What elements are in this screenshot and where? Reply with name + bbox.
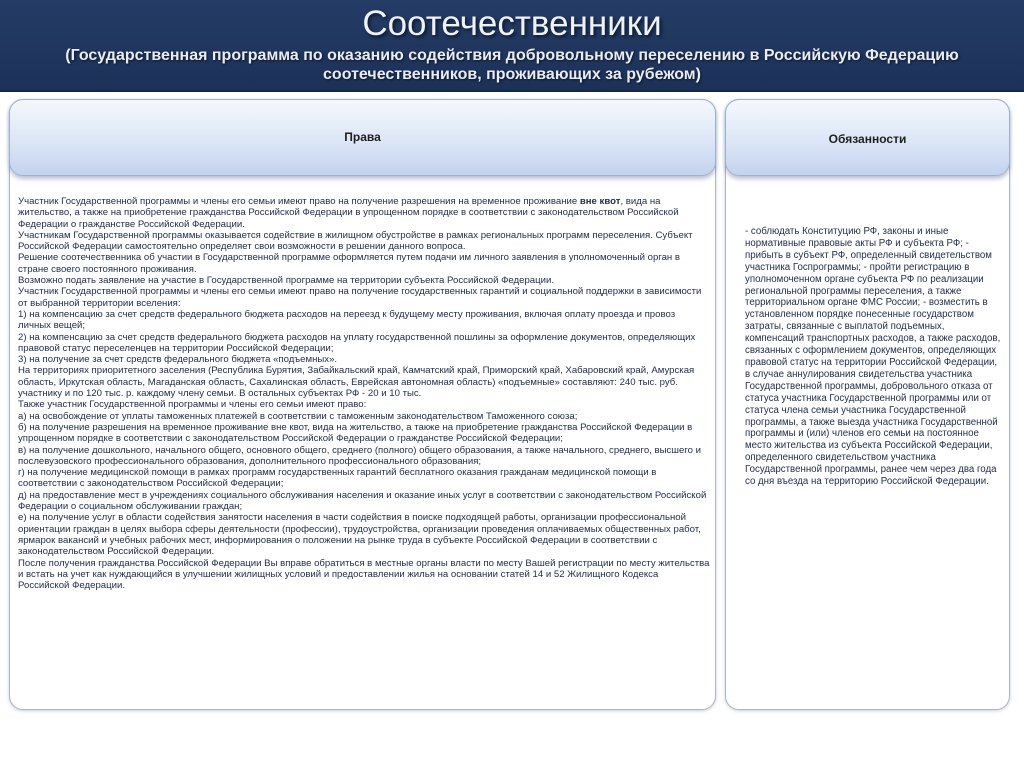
rights-list-item: 2) на компенсацию за счет средств федерального бюджета расходов на уплату государственной пошлины за оформление документов, определяющих правовой статус переселенцев на территории Российской Федерации; — [18, 331, 696, 354]
rights-header — [9, 99, 716, 176]
duties-heading: Обязанности — [828, 132, 907, 146]
page-subtitle: (Государственная программа по оказанию содействия добровольному переселению в Российскую Федерацию соотечественников, проживающих за рубежом) — [65, 47, 959, 83]
rights-paragraph: Участник Государственной программы и члены его семьи имеют право на получение разрешения на временное проживание вне квот, вида на жительство, а также на приобретение гражданства Российской Федерации в упрощенном порядке в соответствии с законодательством Российской Федерации о гражданстве Российской Федерации. — [18, 196, 679, 230]
rights-list-item: 1) на компенсацию за счет средств федерального бюджета расходов на переезд к будущему месту проживания, включая оплату проезда и провоз личных вещей; — [18, 308, 676, 332]
header-bar — [0, 0, 1024, 92]
duties-header — [725, 99, 1010, 176]
rights-list-item: б) на получение разрешения на временное проживание вне квот, вида на жительство, а также на приобретение гражданства Российской Федерации в упрощенном порядке в соответствии с законодательством Российской Федерации о гражданстве Российской Федерации; — [18, 421, 693, 445]
rights-paragraph: После получения гражданства Российской Федерации Вы вправе обратиться в местные органы власти по месту Вашей регистрации по месту жительства и встать на учет как нуждающийся в улучшении жилищных условий и предоставлении жилья на основании статей 14 и 52 Жилищного Кодекса Российской Федерации. — [18, 557, 710, 592]
rights-list-item: г) на получение медицинской помощи в рамках программ государственных гарантий бесплатного оказания гражданам медицинской помощи в соответствии с законодательством Российской Федерации; — [18, 467, 657, 490]
rights-list-item: е) на получение услуг в области содействия занятости населения в части содействия в поиске подходящей работы, организации профессиональной ориентации граждан в целях выбора сферы деятельности (профессии), трудоустройства, организации проведения оплачиваемых общественных работ, ярмарок вакансий и учебных рабочих мест, информирования о положении на рынке труда в субъекте Российской Федерации в соответствии с законодательством Российской Федерации. — [18, 512, 701, 558]
rights-paragraph: Участник Государственной программы и члены его семьи имеют право на получение государственных гарантий и социальной поддержки в зависимости от выбранной территории вселения: — [18, 286, 702, 309]
page-title: Соотечественники — [362, 4, 662, 43]
duties-panel — [725, 99, 1010, 710]
rights-paragraph: Решение соотечественника об участии в Государственной программе оформляется путем подачи им личного заявления в уполномоченный орган в стране своего постоянного проживания. — [18, 252, 680, 275]
rights-panel — [9, 99, 716, 710]
rights-list-item: в) на получение дошкольного, начального общего, основного общего, среднего (полного) общего образования, а также начального, среднего, высшего и послевузовского профессионального образования, дополнительного профессионального образования; — [18, 444, 701, 467]
rights-paragraph: Также участник Государственной программы и члены его семьи имеют право: — [18, 399, 367, 411]
rights-text — [18, 196, 710, 591]
rights-paragraph: На территориях приоритетного заселения (Республика Бурятия, Забайкальский край, Камчатский край, Приморский край, Хабаровский край, Амурская область, Иркутская область, Магаданская область, Сахалинская область, Еврейская автономная область) «подъемные» составляют: 240 тыс. руб. участнику и по 120 тыс. р. каждому члену семьи. В остальных субъектах РФ - 20 и 10 тыс. — [18, 365, 695, 400]
rights-emphasis: вне квот — [579, 196, 621, 207]
duties-text: - соблюдать Конституцию РФ, законы и иные нормативные правовые акты РФ и субъекта РФ; - прибыть в субъект РФ, определенный свидетельством участника Госпрограммы; - пройти регистрацию в уполномоченном органе субъекта РФ по реализации региональной программы переселения, а также территориальном органе ФМС России; - возместить в установленном порядке понесенные государством затраты, связанные с выплатой подъемных, компенсаций транспортных расходов, а также расходов, связанных с оформлением документов, определяющих правовой статус на территории Российской Федерации, в случае аннулирования свидетельства участника Государственной программы, добровольного отказа от статуса участника Государственной программы или от статуса члена семьи участника Государственной программы, а также выезда участника Государственной программы и (или) членов его семьи на постоянное место жительства из субъекта Российской Федерации, определенного свидетельством участника Государственной программы, ранее чем через два года со дня въезда на территорию Российской Федерации. — [745, 226, 1001, 488]
rights-paragraph: Участникам Государственной программы оказывается содействие в жилищном обустройстве в рамках региональных программ переселения. Субъект Российской Федерации самостоятельно определяет свои возможности в решении данного вопроса. — [18, 229, 693, 253]
rights-list-item: 3) на получение за счет средств федерального бюджета «подъемных». — [18, 354, 338, 366]
rights-list-item: д) на предоставление мест в учреждениях социального обслуживания населения и оказание иных услуг в соответствии с законодательством Российской Федерации о социальном обслуживании граждан; — [18, 489, 707, 513]
rights-list-item: а) на освобождение от уплаты таможенных платежей в соответствии с таможенным законодательством Таможенного союза; — [18, 410, 578, 422]
rights-heading: Права — [344, 130, 381, 144]
rights-paragraph: Возможно подать заявление на участие в Государственной программе на территории субъекта Российской Федерации. — [18, 275, 555, 287]
